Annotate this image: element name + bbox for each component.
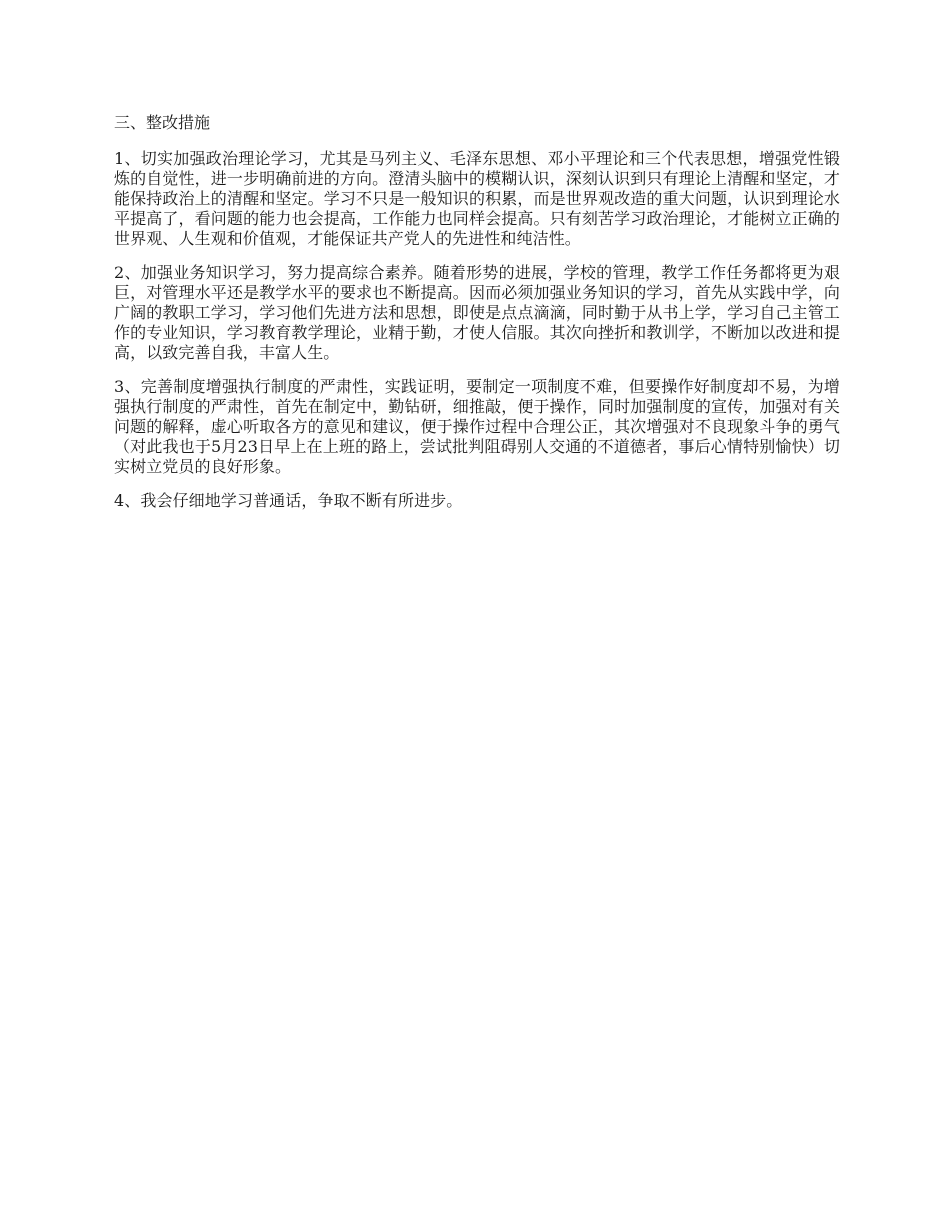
paragraph-3: 3、完善制度增强执行制度的严肃性，实践证明，要制定一项制度不难，但要操作好制度却不易，为增强执行制度的严肃性，首先在制定中，勤钻研，细推敲，便于操作，同时加强制度的宣传，加强对有关问题的解释，虚心听取各方的意见和建议，便于操作过程中合理公正，其次增强对不良现象斗争的勇气（对此我也于5月23日早上在上班的路上，尝试批判阻碍别人交通的不道德者，事后心情特别愉快）切实树立党员的良好形象。 xyxy=(114,377,840,476)
paragraph-1: 1、切实加强政治理论学习，尤其是马列主义、毛泽东思想、邓小平理论和三个代表思想，增强党性锻炼的自觉性，进一步明确前进的方向。澄清头脑中的模糊认识，深刻认识到只有理论上清醒和坚定，才能保持政治上的清醒和坚定。学习不只是一般知识的积累，而是世界观改造的重大问题，认识到理论水平提高了，看问题的能力也会提高，工作能力也同样会提高。只有刻苦学习政治理论，才能树立正确的世界观、人生观和价值观，才能保证共产党人的先进性和纯洁性。 xyxy=(114,149,840,248)
paragraph-4: 4、我会仔细地学习普通话，争取不断有所进步。 xyxy=(114,491,463,510)
paragraph-2: 2、加强业务知识学习，努力提高综合素养。随着形势的进展，学校的管理，教学工作任务都将更为艰巨，对管理水平还是教学水平的要求也不断提高。因而必须加强业务知识的学习，首先从实践中学，向广阔的教职工学习，学习他们先进方法和思想，即使是点点滴滴，同时勤于从书上学，学习自己主管工作的专业知识，学习教育教学理论，业精于勤，才使人信服。其次向挫折和教训学，不断加以改进和提高，以致完善自我，丰富人生。 xyxy=(114,263,840,362)
document-page xyxy=(114,111,840,525)
section-heading: 三、整改措施 xyxy=(114,113,211,132)
